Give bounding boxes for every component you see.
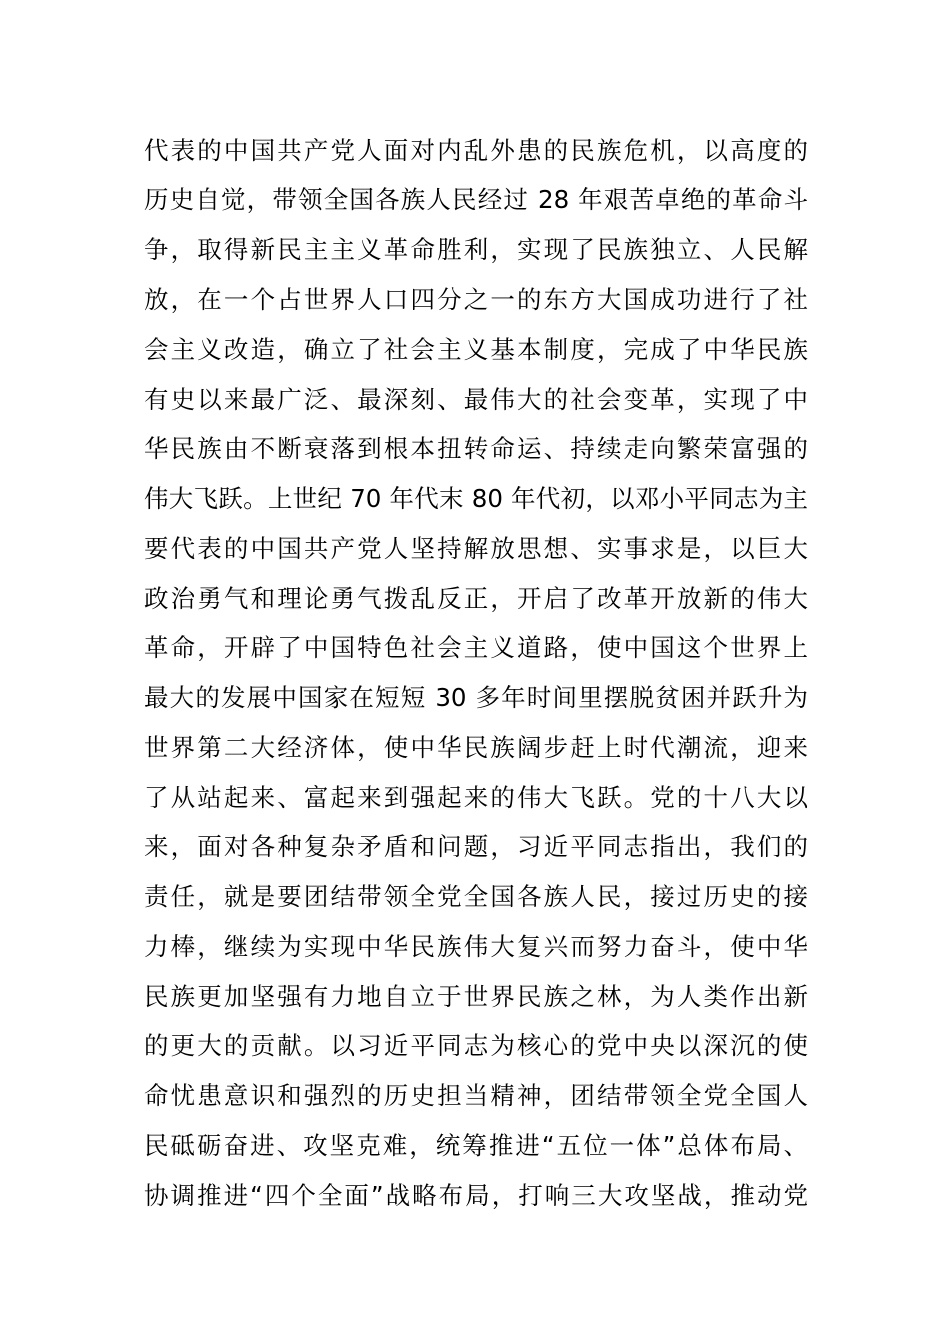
text-line: 革命，开辟了中国特色社会主义道路，使中国这个世界上	[144, 633, 808, 662]
text-line: 世界第二大经济体，使中华民族阔步赶上时代潮流，迎来	[144, 733, 808, 762]
text-line: 代表的中国共产党人面对内乱外患的民族危机，以高度的	[144, 136, 808, 165]
text-line: 华民族由不断衰落到根本扭转命运、持续走向繁荣富强的	[144, 434, 808, 463]
text-line: 的更大的贡献。以习近平同志为核心的党中央以深沉的使	[144, 1031, 808, 1060]
text-line: 政治勇气和理论勇气拨乱反正，开启了改革开放新的伟大	[144, 584, 808, 613]
text-line: 放，在一个占世界人口四分之一的东方大国成功进行了社	[144, 285, 808, 314]
text-line: 了从站起来、富起来到强起来的伟大飞跃。党的十八大以	[144, 783, 808, 812]
text-line: 最大的发展中国家在短短 30 多年时间里摆脱贫困并跃升为	[144, 683, 808, 712]
text-line: 有史以来最广泛、最深刻、最伟大的社会变革，实现了中	[144, 385, 808, 414]
text-line: 伟大飞跃。上世纪 70 年代末 80 年代初，以邓小平同志为主	[144, 484, 808, 513]
text-line: 争，取得新民主主义革命胜利，实现了民族独立、人民解	[144, 235, 808, 264]
text-line: 会主义改造，确立了社会主义基本制度，完成了中华民族	[144, 335, 808, 364]
text-line: 协调推进“四个全面”战略布局，打响三大攻坚战，推动党	[144, 1181, 808, 1210]
text-line: 力棒，继续为实现中华民族伟大复兴而努力奋斗，使中华	[144, 932, 808, 961]
text-line: 来，面对各种复杂矛盾和问题，习近平同志指出，我们的	[144, 832, 808, 861]
text-line: 历史自觉，带领全国各族人民经过 28 年艰苦卓绝的革命斗	[144, 185, 808, 214]
text-line: 要代表的中国共产党人坚持解放思想、实事求是，以巨大	[144, 534, 808, 563]
text-line: 民族更加坚强有力地自立于世界民族之林，为人类作出新	[144, 982, 808, 1011]
text-line: 命忧患意识和强烈的历史担当精神，团结带领全党全国人	[144, 1081, 808, 1110]
text-line: 民砥砺奋进、攻坚克难，统筹推进“五位一体”总体布局、	[144, 1131, 808, 1160]
text-line: 责任，就是要团结带领全党全国各族人民，接过历史的接	[144, 882, 808, 911]
